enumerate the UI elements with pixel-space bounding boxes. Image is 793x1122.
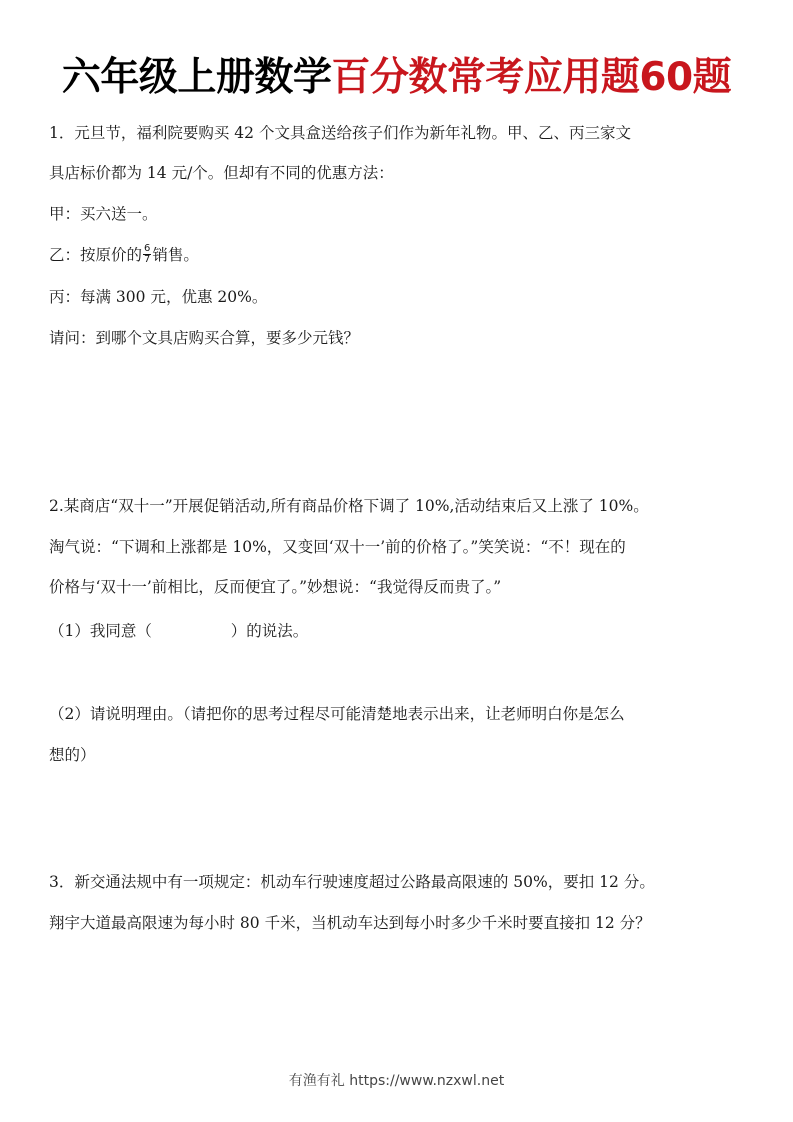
- q2-line-1: 2.某商店“双十一”开展促销活动,所有商品价格下调了 10%,活动结束后又上涨了 10%。: [49, 497, 649, 515]
- q3-line-2: 翔宇大道最高限速为每小时 80 千米，当机动车达到每小时多少千米时要直接扣 12 分？: [49, 914, 651, 932]
- q2-sub-question-2-line-2: 想的）: [49, 746, 96, 764]
- q2-sub-question-1: （1）我同意（ ）的说法。: [49, 622, 309, 640]
- q1-option-bing: 丙：每满 300 元，优惠 20%。: [49, 288, 268, 306]
- q1-question: 请问：到哪个文具店购买合算，要多少元钱？: [49, 329, 360, 347]
- q2-sub-question-2-line-1: （2）请说明理由。（请把你的思考过程尽可能清楚地表示出来，让老师明白你是怎么: [49, 705, 625, 723]
- page-title: [0, 52, 793, 104]
- title-part-red: 百分数常考应用题60题: [331, 55, 732, 100]
- fraction-numerator: 6: [144, 242, 151, 254]
- q1-line-1: 1．元旦节，福利院要购买 42 个文具盒送给孩子们作为新年礼物。甲、乙、丙三家文: [49, 124, 631, 142]
- q1-option-jia: 甲：买六送一。: [49, 205, 158, 223]
- q1-line-2: 具店标价都为 14 元/个。但却有不同的优惠方法：: [49, 164, 394, 182]
- q3-line-1: 3．新交通法规中有一项规定：机动车行驶速度超过公路最高限速的 50%，要扣 12 分。: [49, 873, 655, 891]
- title-part-black: 六年级上册数学: [61, 55, 332, 100]
- q1-yi-text-after: 销售。: [152, 246, 199, 264]
- fraction-denominator: 7: [144, 253, 151, 265]
- footer-watermark: 有渔有礼 https://www.nzxwl.net: [288, 1073, 505, 1089]
- q1-yi-fraction: [143, 244, 151, 265]
- q2-line-3: 价格与‘双十一’前相比，反而便宜了。”妙想说：“我觉得反而贵了。”: [49, 578, 502, 596]
- q2-line-2: 淘气说：“下调和上涨都是 10%，又变回‘双十一’前的价格了。”笑笑说：“不！现在的: [49, 538, 626, 556]
- q1-option-yi: [49, 243, 199, 267]
- q1-yi-text-before: 乙：按原价的: [49, 246, 143, 264]
